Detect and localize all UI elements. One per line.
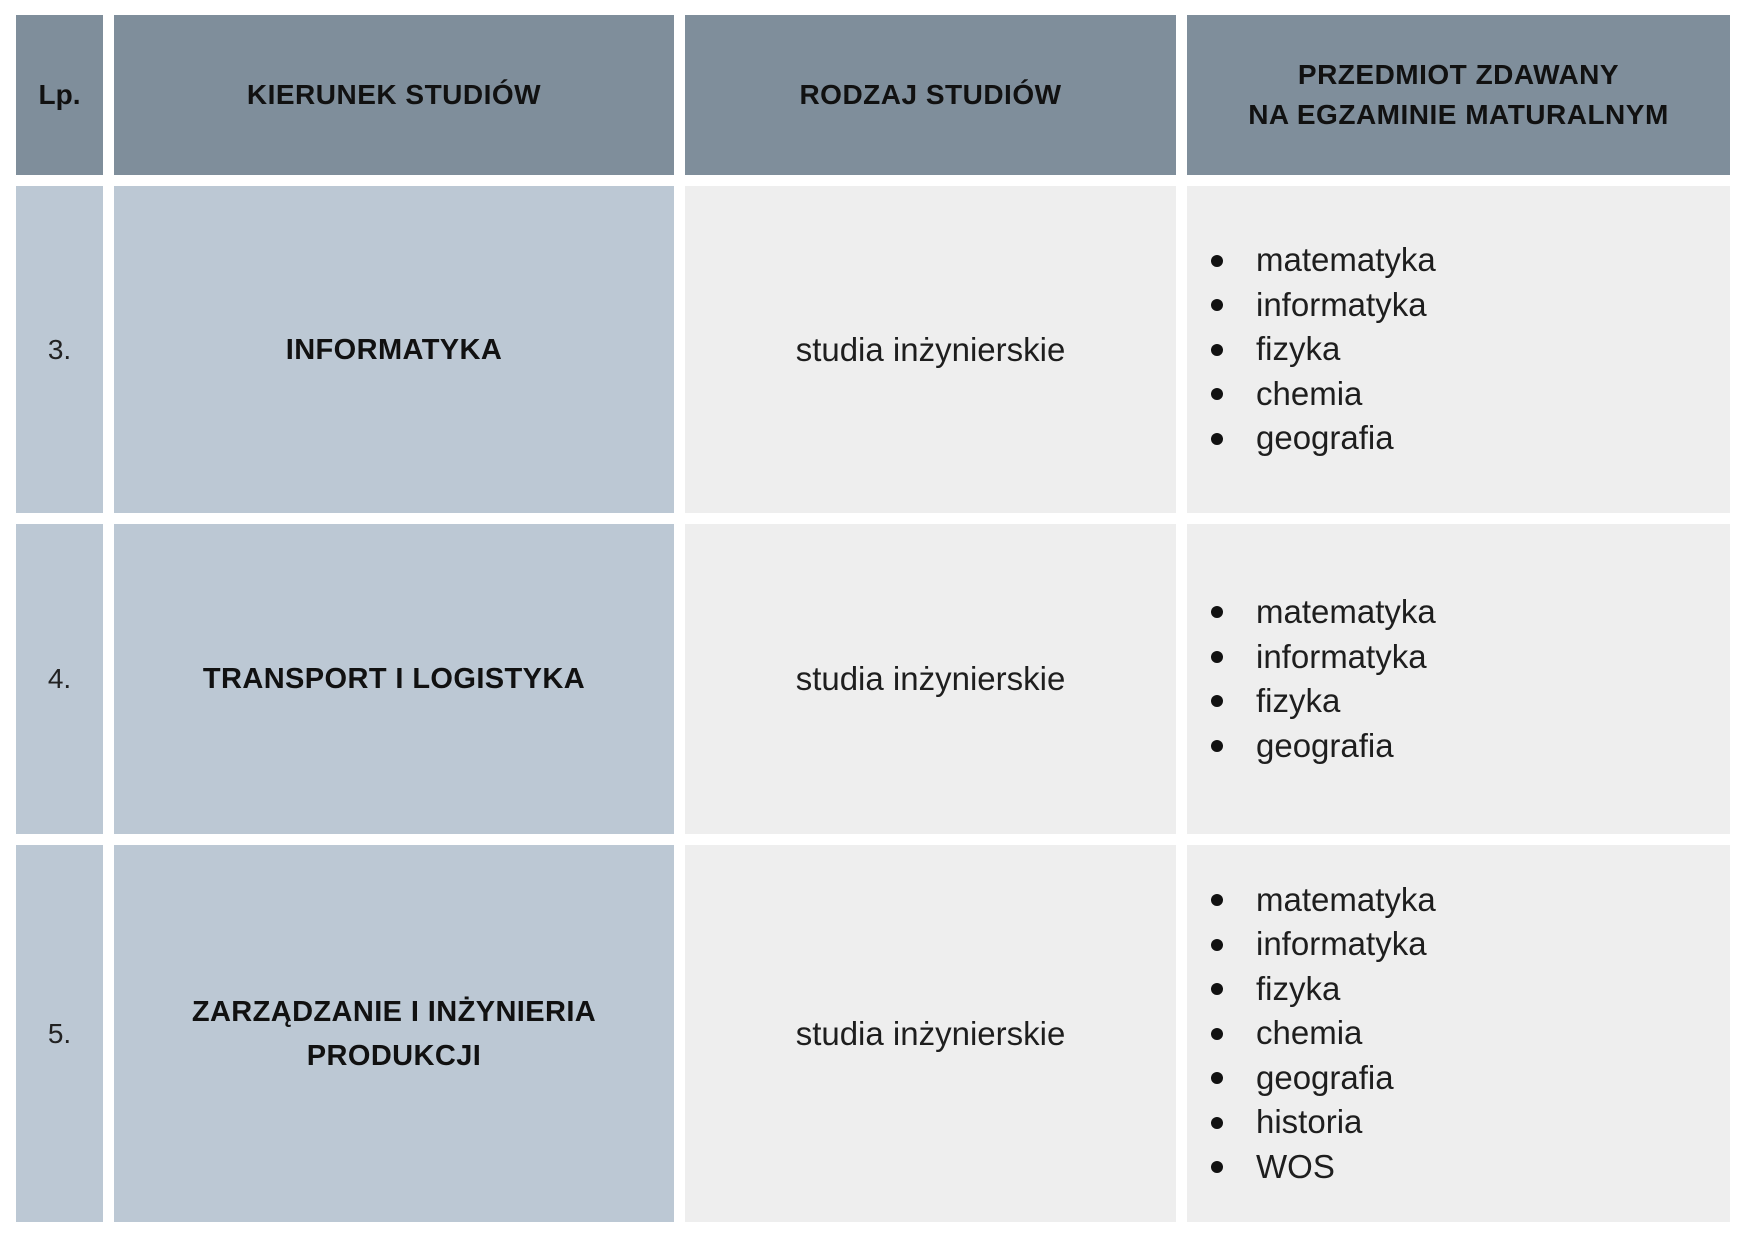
subject-label: WOS [1256,1147,1335,1185]
header-lp [16,15,103,175]
subject-label: fizyka [1256,682,1341,719]
subject-label: geografia [1256,726,1394,764]
subject-item [1211,922,1436,967]
row-kierunek-cell [114,524,674,834]
bullet-icon [1211,983,1223,995]
bullet-icon [1211,299,1223,311]
row-lp: 4. [47,663,72,694]
subject-item [1211,327,1436,372]
subject-item [1211,1011,1436,1056]
bullet-icon [1211,606,1223,618]
row-kierunek-line1: ZARZĄDZANIE I INŻYNIERIA [191,995,597,1028]
row-rodzaj: studia inżynierskie [795,1014,1066,1052]
header-przedmiot [1187,15,1730,175]
bullet-icon [1211,1161,1223,1173]
bullet-icon [1211,695,1223,707]
subject-label: informatyka [1256,925,1427,963]
subject-label: chemia [1256,374,1363,412]
row-przedmiot-cell [1187,845,1730,1222]
row-rodzaj-cell [685,845,1176,1222]
row-kierunek-cell [114,186,674,513]
subject-item [1211,590,1436,635]
row-kierunek-cell [114,845,674,1222]
subject-label: matematyka [1256,241,1436,279]
subject-label: matematyka [1256,593,1436,630]
subject-label: historia [1256,1103,1363,1141]
row-kierunek-stack [203,657,585,701]
row-rodzaj-cell [685,524,1176,834]
row-rodzaj: studia inżynierskie [795,330,1066,368]
subject-item [1211,372,1436,417]
header-kierunek-label: KIERUNEK STUDIÓW [246,79,542,110]
bullet-icon [1211,344,1223,356]
header-przedmiot-line2: NA EGZAMINIE MATURALNYM [1248,99,1669,130]
subject-item [1211,1056,1436,1101]
subject-label: fizyka [1256,969,1341,1007]
bullet-icon [1211,1072,1223,1084]
subject-list [1211,590,1436,768]
subject-list [1211,238,1436,461]
subject-list [1211,878,1436,1190]
bullet-icon [1211,651,1223,663]
bullet-icon [1211,255,1223,267]
subject-label: geografia [1256,1058,1394,1096]
subject-item [1211,724,1436,769]
subject-item [1211,679,1436,724]
bullet-icon [1211,433,1223,445]
row-kierunek-line1: INFORMATYKA [285,333,503,366]
subject-item [1211,1100,1436,1145]
subject-label: matematyka [1256,880,1436,918]
row-rodzaj-cell [685,186,1176,513]
row-lp-cell [16,845,103,1222]
row-kierunek-stack [192,990,596,1078]
subject-label: fizyka [1256,330,1341,368]
bullet-icon [1211,1028,1223,1040]
subject-label: geografia [1256,419,1394,457]
row-kierunek-line2: PRODUKCJI [306,1039,482,1072]
subject-label: informatyka [1256,637,1427,675]
row-kierunek-stack [286,328,503,372]
header-kierunek [114,15,674,175]
subject-item [1211,238,1436,283]
row-lp: 3. [47,333,72,365]
header-przedmiot-stack [1248,55,1669,135]
subject-label: informatyka [1256,285,1427,323]
header-rodzaj-label: RODZAJ STUDIÓW [799,79,1062,110]
subject-item [1211,283,1436,328]
row-lp-cell [16,186,103,513]
row-lp: 5. [47,1017,72,1049]
bullet-icon [1211,388,1223,400]
row-rodzaj: studia inżynierskie [795,660,1066,697]
bullet-icon [1211,740,1223,752]
header-lp-label: Lp. [38,79,81,110]
row-lp-cell [16,524,103,834]
bullet-icon [1211,1117,1223,1129]
subject-item [1211,878,1436,923]
header-przedmiot-line1: PRZEDMIOT ZDAWANY [1297,59,1620,90]
subject-item [1211,967,1436,1012]
bullet-icon [1211,939,1223,951]
header-rodzaj [685,15,1176,175]
subject-item [1211,635,1436,680]
row-przedmiot-cell [1187,524,1730,834]
subject-item [1211,1145,1436,1190]
row-przedmiot-cell [1187,186,1730,513]
subject-label: chemia [1256,1014,1363,1052]
subject-item [1211,416,1436,461]
bullet-icon [1211,894,1223,906]
row-kierunek-line1: TRANSPORT I LOGISTYKA [202,663,586,695]
study-programs-table [16,15,1730,1222]
